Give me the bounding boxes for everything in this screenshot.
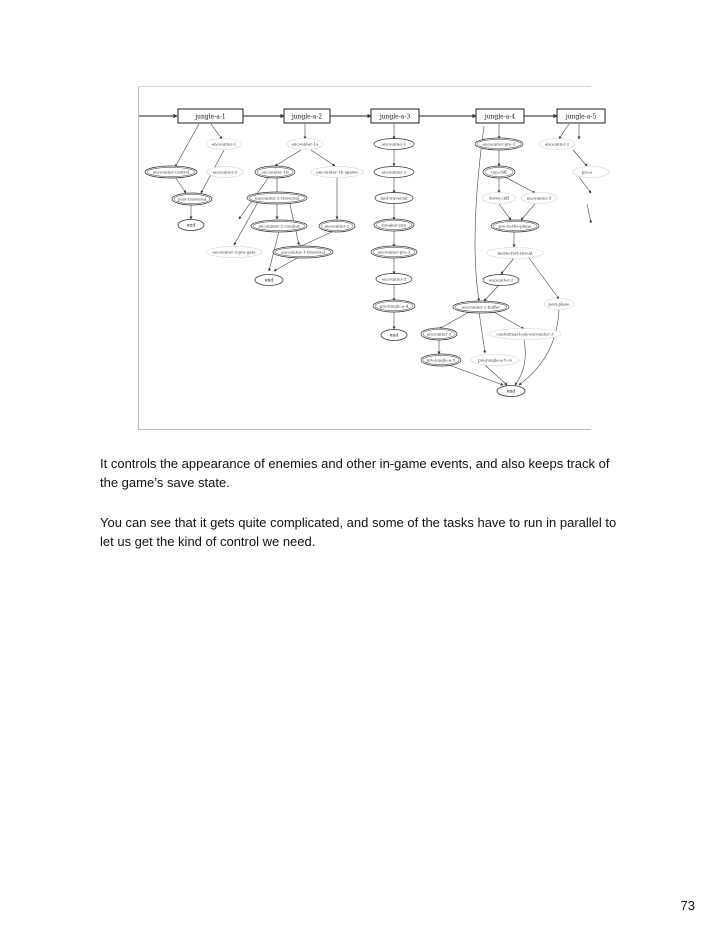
task-label: post-plane (548, 301, 570, 307)
task-node (145, 166, 197, 178)
task-label: encounter-1 (211, 141, 237, 147)
task-node (311, 167, 363, 178)
task-node (319, 220, 355, 232)
task-label: encounter-1a (291, 141, 319, 147)
task-node (544, 299, 574, 310)
task-label: end (389, 333, 399, 339)
task-node (453, 301, 509, 313)
task-label: encounter-pre-1 (482, 141, 516, 147)
task-label: encounter-1b-spawn (316, 169, 358, 175)
task-label: encounter-1-traversal (280, 249, 326, 255)
task-label: encounter-2-combat (258, 223, 300, 229)
task-node (373, 300, 415, 312)
task-label: encounter-3 (426, 331, 452, 337)
task-label: end (264, 278, 274, 284)
task-label: pre-in-the-plane (498, 223, 532, 229)
task-node (421, 354, 461, 366)
task-node-end (497, 386, 525, 397)
task-label: mid-traversal (380, 195, 408, 201)
task-label: encounter-3 (381, 276, 407, 282)
task-node (206, 139, 242, 150)
task-node (573, 167, 609, 178)
task-node-end (381, 330, 407, 341)
task-node (376, 274, 412, 285)
task-label: encounter-3-pre-gate (212, 249, 256, 255)
task-label: encounter-2 (212, 169, 238, 175)
task-node (483, 166, 515, 178)
task-nodes (145, 138, 609, 397)
root-label: jungle-a-4 (484, 113, 516, 121)
page-number: 73 (680, 898, 695, 913)
task-node (255, 166, 295, 178)
task-node (251, 220, 307, 232)
task-node (487, 248, 543, 259)
task-node (206, 247, 262, 258)
task-label: post-traversal (177, 196, 207, 202)
task-label: pre-e (581, 169, 593, 175)
root-label: jungle-a-1 (195, 113, 226, 121)
task-node (371, 246, 417, 258)
task-graph-diagram (138, 86, 597, 430)
task-node (521, 193, 557, 204)
caption-paragraph-2: You can see that it gets quite complicated, and some of the tasks have to run in parallel to let us get the kind of control we need. (100, 515, 617, 549)
task-node (482, 193, 516, 204)
task-node (374, 219, 414, 231)
task-node (475, 138, 523, 150)
root-node-jungle-a-3 (371, 109, 419, 123)
root-node-jungle-a-1 (178, 109, 243, 123)
task-node (483, 275, 519, 286)
task-label: contextual-look-encounter-3 (496, 331, 554, 337)
root-node-jungle-a-2 (284, 109, 330, 123)
task-label: top-cliff (491, 169, 507, 175)
caption-paragraph-1: It controls the appearance of enemies and other in-game events, and also keeps track of the game’s save state. (100, 456, 610, 490)
task-label: encounter-pre-3 (377, 249, 411, 255)
root-node-jungle-a-5 (557, 109, 605, 123)
task-node (287, 139, 323, 150)
root-label: jungle-a-5 (565, 113, 597, 121)
task-node (375, 193, 413, 204)
task-label: end (186, 223, 196, 229)
task-label: down-cliff (489, 195, 509, 201)
task-label: pre-jungle-a-4 (379, 303, 409, 309)
task-label: encounter-control (152, 169, 190, 175)
task-node (273, 246, 333, 258)
task-label: encounter-2 (324, 223, 350, 229)
task-label: movie-fort-reveal (497, 250, 533, 256)
task-node (421, 328, 457, 340)
root-label: jungle-a-2 (291, 113, 323, 121)
task-label: encounter-2 (544, 141, 570, 147)
task-label: pre-jungle-a-5-cs (477, 357, 513, 363)
task-node-end (255, 275, 283, 286)
task-node-end (178, 220, 204, 231)
task-node (539, 139, 575, 150)
task-node (172, 193, 212, 205)
task-label: encounter-3 (526, 195, 552, 201)
task-node (489, 329, 561, 340)
task-graph-svg (139, 87, 597, 429)
task-label: encounter-2 (488, 277, 514, 283)
task-node (374, 167, 414, 178)
task-label: encounter-1b (261, 169, 289, 175)
task-label: encounter-2 (381, 169, 407, 175)
task-node (247, 192, 307, 204)
task-label: breaker-pre (381, 222, 407, 228)
root-label: jungle-a-3 (379, 113, 411, 121)
task-node (207, 167, 243, 178)
root-node-jungle-a-4 (476, 109, 524, 123)
task-label: end (506, 389, 516, 395)
task-node (471, 355, 519, 366)
task-label: pre-jungle-a-5 (426, 357, 456, 363)
task-node (491, 220, 539, 232)
task-label: encounter-2-traversal (254, 195, 300, 201)
task-label: encounter-1 (381, 141, 407, 147)
task-label: encounter-2-buffer (461, 304, 501, 310)
task-node (374, 139, 414, 150)
